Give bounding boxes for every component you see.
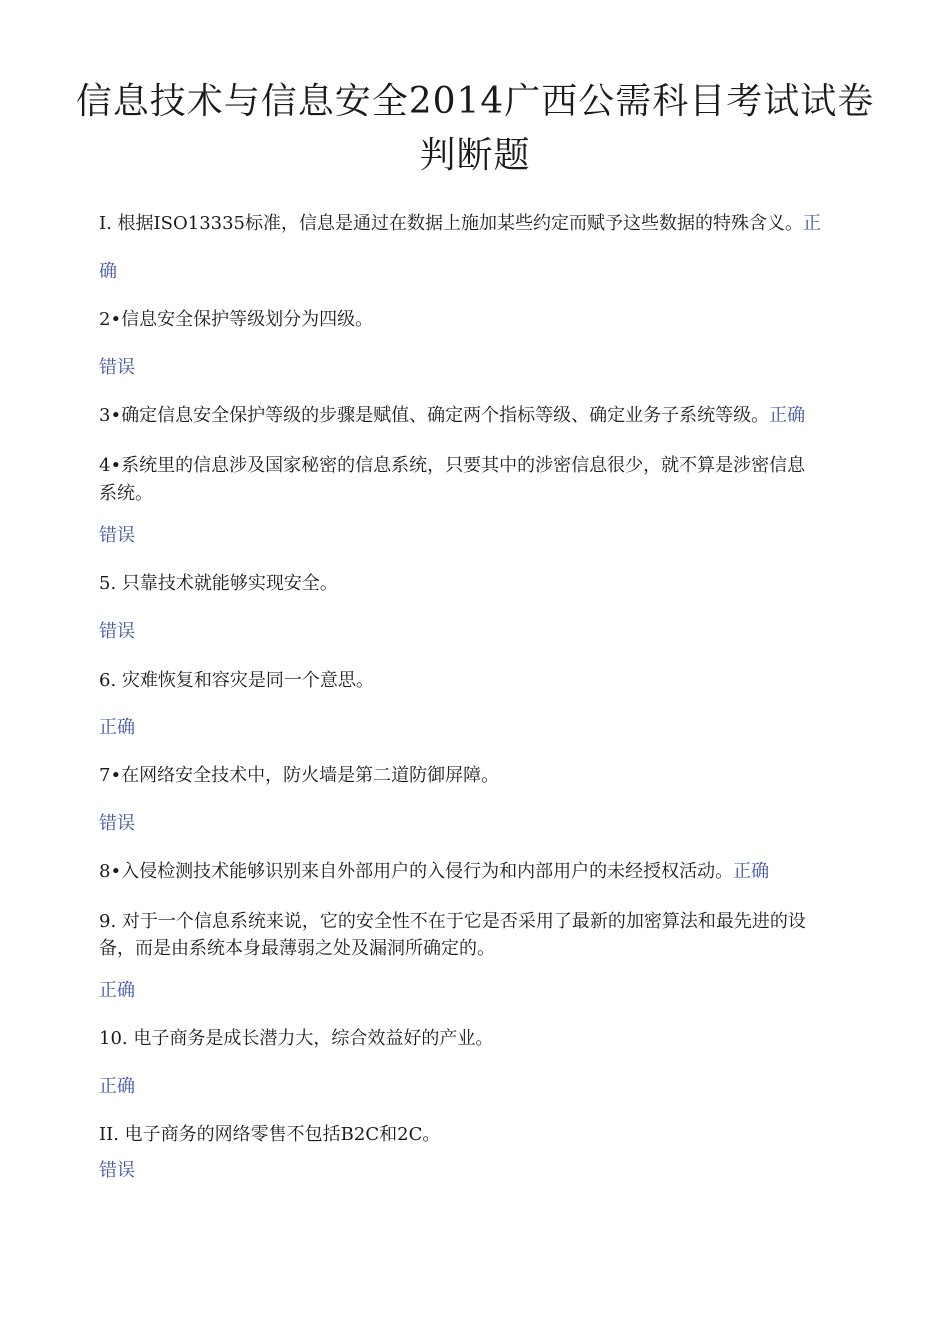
answer-2: 错误 [99, 357, 135, 378]
answer-7: 错误 [99, 813, 135, 834]
answer-11: 错误 [99, 1160, 135, 1181]
document-title-line2: 判断题 [419, 135, 531, 176]
answer-4: 错误 [99, 525, 135, 546]
question-9-line1: 9. 对于一个信息系统来说，它的安全性不在于它是否采用了最新的加密算法和最先进的设 [99, 911, 806, 932]
question-5: 5. 只靠技术就能够实现安全。 [99, 573, 338, 594]
question-text: 3•确定信息安全保护等级的步骤是赋值、确定两个指标等级、确定业务子系统等级。 [99, 405, 770, 426]
answer-9: 正确 [99, 980, 135, 1001]
question-7: 7•在网络安全技术中，防火墙是第二道防御屏障。 [99, 765, 500, 786]
question-text: 8•入侵检测技术能够识别来自外部用户的入侵行为和内部用户的未经授权活动。 [99, 861, 734, 882]
document-title-line1: 信息技术与信息安全2014广西公需科目考试试卷 [75, 81, 875, 122]
question-1 [99, 210, 859, 238]
question-9-line2: 备，而是由系统本身最薄弱之处及漏洞所确定的。 [99, 938, 495, 959]
answer-10: 正确 [99, 1076, 135, 1097]
question-2: 2•信息安全保护等级划分为四级。 [99, 309, 374, 330]
question-4-line1: 4•系统里的信息涉及国家秘密的信息系统，只要其中的涉密信息很少，就不算是涉密信息 [99, 455, 806, 476]
answer-6: 正确 [99, 717, 135, 738]
answer-5: 错误 [99, 621, 135, 642]
answer-1: 确 [99, 261, 117, 282]
question-text: I. 根据ISO13335标准，信息是通过在数据上施加某些约定而赋予这些数据的特殊含义。 [99, 213, 804, 234]
question-3 [99, 402, 859, 430]
question-11: II. 电子商务的网络零售不包括B2C和2C。 [99, 1124, 441, 1145]
question-8 [99, 858, 859, 886]
question-6: 6. 灾难恢复和容灾是同一个意思。 [99, 670, 374, 691]
answer-inline: 正 [803, 213, 822, 234]
question-4-line2: 系统。 [99, 483, 153, 504]
answer-inline: 正确 [733, 861, 770, 882]
answer-inline: 正确 [769, 405, 806, 426]
question-10: 10. 电子商务是成长潜力大，综合效益好的产业。 [99, 1028, 494, 1049]
